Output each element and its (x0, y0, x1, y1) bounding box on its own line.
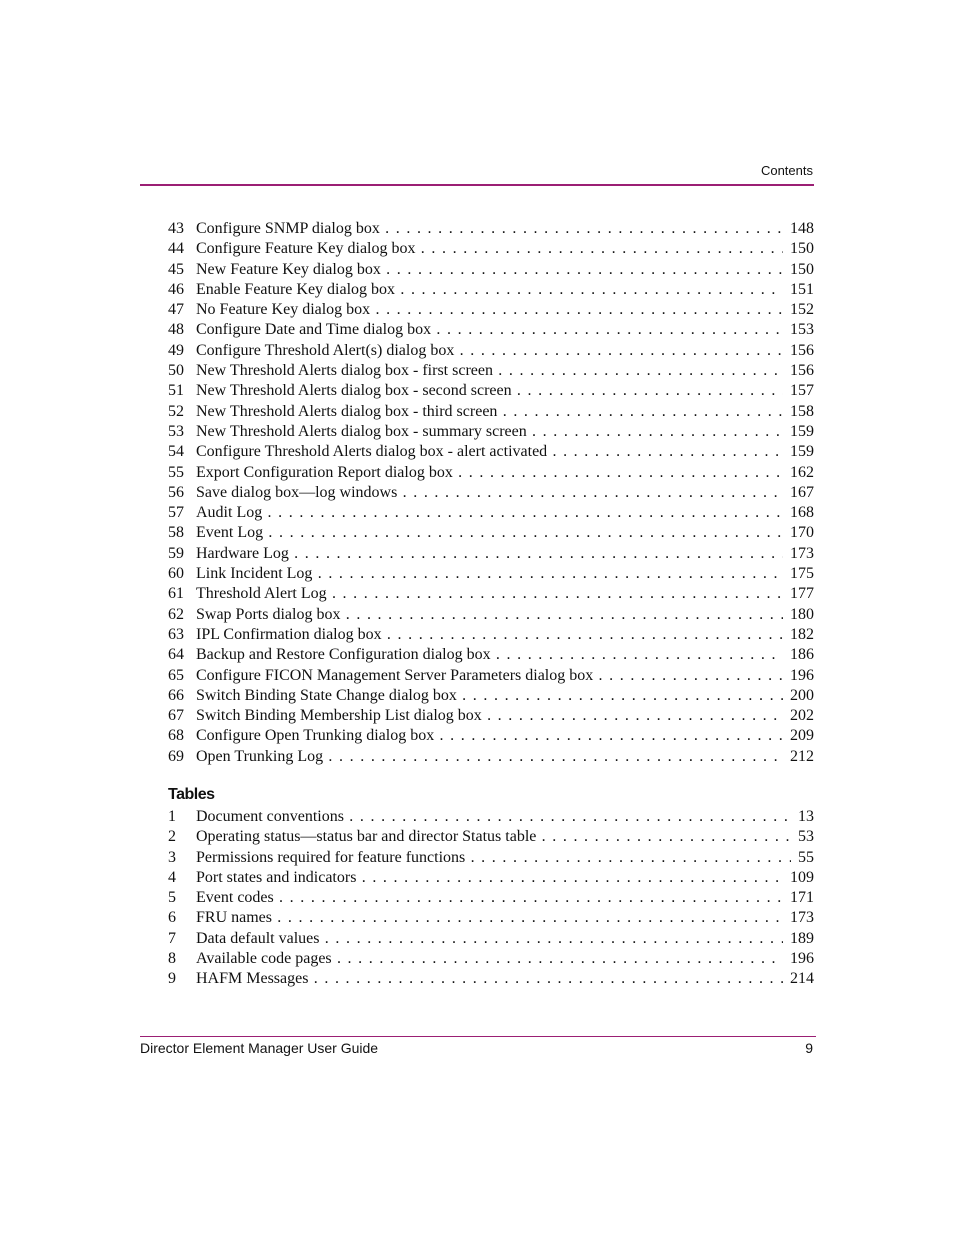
toc-entry-title (196, 929, 814, 949)
toc-entry[interactable] (168, 949, 814, 969)
toc-entry-title-text: New Threshold Alerts dialog box - summary screen (196, 422, 527, 440)
toc-entry-title-text: New Threshold Alerts dialog box - third screen (196, 402, 498, 420)
toc-entry[interactable] (168, 888, 814, 908)
toc-entry-number: 5 (168, 889, 176, 907)
toc-entry-title (196, 908, 814, 928)
toc-entry[interactable] (168, 807, 814, 827)
toc-entry[interactable] (168, 747, 814, 767)
toc-entry-number: 43 (168, 220, 184, 237)
toc-entry-number: 68 (168, 727, 184, 745)
toc-entry-title (196, 219, 814, 239)
toc-entry-number: 55 (168, 463, 184, 481)
toc-entry[interactable] (168, 463, 814, 483)
toc-entry-title (196, 807, 814, 827)
toc-entry-page: 168 (783, 503, 814, 523)
toc-entry-number: 2 (168, 828, 176, 846)
toc-entry-page: 109 (783, 868, 814, 888)
toc-entry-page: 13 (791, 807, 814, 827)
toc-entry-title (196, 827, 814, 847)
toc-entry-number: 47 (168, 301, 184, 319)
toc-entry[interactable] (168, 666, 814, 686)
toc-entry-title-text: New Feature Key dialog box (196, 260, 381, 278)
toc-entry-page: 156 (783, 341, 814, 361)
toc-entry-number: 65 (168, 666, 184, 684)
toc-entry-title-text: Available code pages (196, 950, 332, 968)
toc-entry-title (196, 422, 814, 442)
toc-entry-title-text: IPL Confirmation dialog box (196, 625, 382, 643)
toc-entry[interactable] (168, 908, 814, 928)
toc-entry-number: 3 (168, 848, 176, 866)
toc-entry-page: 182 (783, 625, 814, 645)
toc-entry[interactable] (168, 584, 814, 604)
toc-entry[interactable] (168, 300, 814, 320)
toc-entry-page: 170 (783, 523, 814, 543)
toc-entry-title (196, 726, 814, 746)
toc-entry-page: 209 (783, 726, 814, 746)
toc-entry-page: 152 (783, 300, 814, 320)
toc-entry-number: 1 (168, 808, 176, 825)
toc-entry-page: 189 (783, 929, 814, 949)
toc-entry-page: 177 (783, 584, 814, 604)
toc-entry[interactable] (168, 706, 814, 726)
toc-entry-title-text: Configure Feature Key dialog box (196, 240, 416, 258)
toc-entry-title (196, 341, 814, 361)
toc-entry[interactable] (168, 827, 814, 847)
toc-entry-page: 167 (783, 483, 814, 503)
tables-list (168, 807, 814, 990)
toc-entry-title (196, 706, 814, 726)
toc-entry-title-text: Event codes (196, 889, 274, 907)
toc-entry[interactable] (168, 422, 814, 442)
toc-entry-number: 58 (168, 524, 184, 542)
toc-entry-number: 61 (168, 585, 184, 603)
toc-entry-title (196, 949, 814, 969)
toc-entry-number: 59 (168, 544, 184, 562)
toc-entry-title (196, 686, 814, 706)
toc-entry-title (196, 625, 814, 645)
toc-entry-number: 69 (168, 747, 184, 765)
toc-entry-page: 159 (783, 442, 814, 462)
toc-entry[interactable] (168, 929, 814, 949)
toc-entry-number: 53 (168, 422, 184, 440)
toc-entry-title (196, 969, 814, 989)
toc-entry[interactable] (168, 483, 814, 503)
toc-entry-title (196, 888, 814, 908)
toc-entry-page: 196 (783, 949, 814, 969)
toc-entry-number: 45 (168, 260, 184, 278)
toc-entry-title-text: Configure FICON Management Server Parameters dialog box (196, 666, 594, 684)
toc-entry-title-text: Switch Binding State Change dialog box (196, 686, 457, 704)
toc-entry-title-text: Export Configuration Report dialog box (196, 463, 453, 481)
toc-entry-title (196, 483, 814, 503)
toc-entry[interactable] (168, 503, 814, 523)
toc-entry-title-text: Audit Log (196, 504, 263, 522)
toc-entry-title-text: Configure SNMP dialog box (196, 220, 380, 237)
toc-entry-title-text: Data default values (196, 929, 320, 947)
toc-entry-title (196, 848, 814, 868)
toc-entry-number: 67 (168, 707, 184, 725)
toc-entry-title-text: FRU names (196, 909, 272, 927)
toc-entry[interactable] (168, 544, 814, 564)
toc-entry-title-text: Hardware Log (196, 544, 289, 562)
toc-entry-page: 159 (783, 422, 814, 442)
tables-heading: Tables (168, 786, 215, 803)
toc-entry-number: 57 (168, 504, 184, 522)
toc-entry-title (196, 463, 814, 483)
toc-entry-title-text: Operating status—status bar and director Status table (196, 828, 537, 846)
toc-entry-title (196, 402, 814, 422)
header-rule (140, 184, 814, 186)
toc-entry-title-text: Configure Date and Time dialog box (196, 321, 432, 339)
toc-entry-page: 175 (783, 564, 814, 584)
toc-entry[interactable] (168, 341, 814, 361)
toc-entry-title-text: Save dialog box—log windows (196, 483, 398, 501)
toc-entry-page: 53 (791, 827, 814, 847)
toc-entry-title-text: Event Log (196, 524, 264, 542)
toc-entry-number: 4 (168, 868, 176, 886)
toc-entry-title (196, 564, 814, 584)
toc-entry-title (196, 544, 814, 564)
toc-entry-number: 49 (168, 341, 184, 359)
toc-entry-title-text: Configure Open Trunking dialog box (196, 727, 435, 745)
toc-entry-page: 214 (783, 969, 814, 989)
toc-entry-title-text: Enable Feature Key dialog box (196, 280, 396, 298)
toc-entry-title-text: Switch Binding Membership List dialog box (196, 707, 482, 725)
toc-entry-number: 46 (168, 280, 184, 298)
toc-entry-title-text: Configure Threshold Alert(s) dialog box (196, 341, 455, 359)
toc-entry-title (196, 239, 814, 259)
toc-entry-number: 54 (168, 443, 184, 461)
toc-entry-page: 173 (783, 544, 814, 564)
toc-entry[interactable] (168, 402, 814, 422)
toc-entry-page: 148 (783, 219, 814, 239)
toc-entry-title (196, 280, 814, 300)
toc-entry-title (196, 300, 814, 320)
toc-entry[interactable] (168, 219, 814, 239)
toc-entry-page: 150 (783, 239, 814, 259)
toc-entry-title (196, 361, 814, 381)
toc-entry-number: 60 (168, 565, 184, 583)
toc-entry[interactable] (168, 605, 814, 625)
toc-entry-page: 196 (783, 666, 814, 686)
toc-entry-number: 44 (168, 240, 184, 258)
toc-entry[interactable] (168, 260, 814, 280)
toc-entry-title-text: Threshold Alert Log (196, 585, 327, 603)
toc-entry-page: 55 (791, 848, 814, 868)
footer-rule (140, 1036, 816, 1037)
toc-entry-page: 162 (783, 463, 814, 483)
toc-entry[interactable] (168, 868, 814, 888)
toc-entry-number: 64 (168, 646, 184, 664)
toc-entry-page: 171 (783, 888, 814, 908)
toc-entry-page: 153 (783, 320, 814, 340)
toc-entry-number: 56 (168, 483, 184, 501)
toc-entry-number: 66 (168, 686, 184, 704)
running-header: Contents (760, 163, 813, 178)
toc-entry-title (196, 260, 814, 280)
footer-page-number: 9 (805, 1040, 813, 1056)
toc-entry-title (196, 868, 814, 888)
toc-entry-title-text: Link Incident Log (196, 565, 313, 583)
toc-entry-title-text: No Feature Key dialog box (196, 301, 371, 319)
toc-entry-title-text: Port states and indicators (196, 868, 357, 886)
toc-entry-title (196, 605, 814, 625)
toc-entry-number: 51 (168, 382, 184, 400)
toc-entry-number: 63 (168, 625, 184, 643)
toc-entry[interactable] (168, 381, 814, 401)
toc-entry[interactable] (168, 523, 814, 543)
toc-entry-title (196, 645, 814, 665)
toc-entry-title-text: Swap Ports dialog box (196, 605, 341, 623)
toc-entry-title-text: New Threshold Alerts dialog box - second screen (196, 382, 512, 400)
toc-entry-title (196, 320, 814, 340)
toc-entry-title-text: Open Trunking Log (196, 747, 324, 765)
toc-entry-title (196, 381, 814, 401)
toc-entry[interactable] (168, 686, 814, 706)
toc-entry-title-text: Backup and Restore Configuration dialog box (196, 646, 491, 664)
toc-entry-page: 150 (783, 260, 814, 280)
toc-entry-page: 158 (783, 402, 814, 422)
toc-entry[interactable] (168, 645, 814, 665)
toc-entry[interactable] (168, 564, 814, 584)
toc-entry[interactable] (168, 442, 814, 462)
toc-entry-title-text: New Threshold Alerts dialog box - first screen (196, 362, 493, 380)
toc-entry-title (196, 584, 814, 604)
toc-entry-number: 6 (168, 909, 176, 927)
toc-entry-page: 157 (783, 381, 814, 401)
toc-entry-title-text: Document conventions (196, 808, 344, 825)
toc-entry-title (196, 442, 814, 462)
toc-entry-number: 7 (168, 929, 176, 947)
toc-entry-title (196, 666, 814, 686)
toc-entry-title-text: HAFM Messages (196, 970, 309, 988)
toc-entry-title (196, 523, 814, 543)
footer-title: Director Element Manager User Guide (140, 1040, 379, 1056)
toc-entry[interactable] (168, 361, 814, 381)
toc-entry-title (196, 747, 814, 767)
toc-entry-page: 173 (783, 908, 814, 928)
toc-entry-page: 200 (783, 686, 814, 706)
toc-entry-page: 202 (783, 706, 814, 726)
toc-entry[interactable] (168, 239, 814, 259)
toc-entry-page: 156 (783, 361, 814, 381)
toc-entry[interactable] (168, 969, 814, 989)
toc-entry[interactable] (168, 320, 814, 340)
toc-entry-title-text: Configure Threshold Alerts dialog box - alert activated (196, 443, 548, 461)
toc-entry[interactable] (168, 848, 814, 868)
toc-entry-number: 52 (168, 402, 184, 420)
toc-entry-number: 8 (168, 950, 176, 968)
toc-entry-page: 212 (783, 747, 814, 767)
toc-entry[interactable] (168, 625, 814, 645)
toc-entry-page: 180 (783, 605, 814, 625)
toc-entry-number: 62 (168, 605, 184, 623)
toc-entry-number: 48 (168, 321, 184, 339)
figures-list (168, 219, 814, 767)
toc-entry-number: 9 (168, 970, 176, 988)
toc-entry-title-text: Permissions required for feature functions (196, 848, 466, 866)
toc-entry-page: 186 (783, 645, 814, 665)
toc-entry[interactable] (168, 726, 814, 746)
toc-entry-page: 151 (783, 280, 814, 300)
toc-entry-number: 50 (168, 362, 184, 380)
toc-entry[interactable] (168, 280, 814, 300)
toc-entry-title (196, 503, 814, 523)
